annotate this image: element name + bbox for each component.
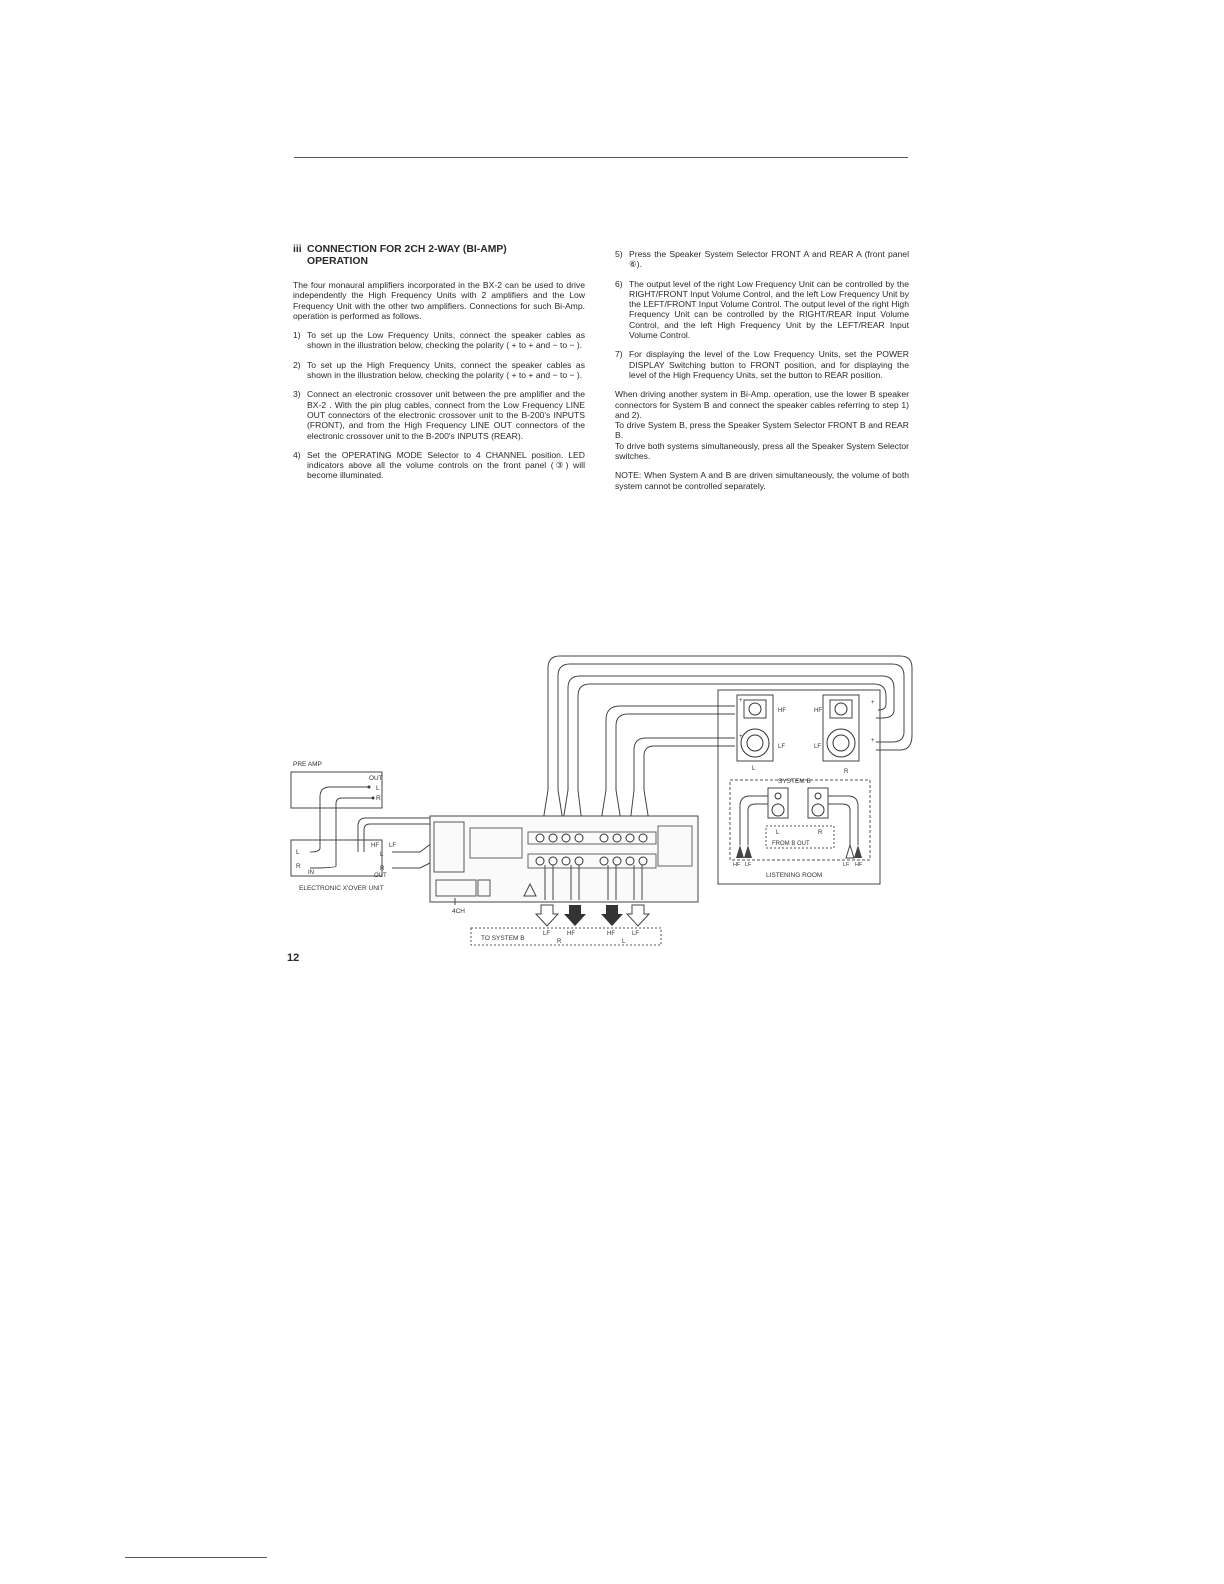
terminal-a-1 bbox=[536, 834, 544, 842]
terminal-b-5 bbox=[600, 857, 608, 865]
step-number: 5) bbox=[615, 249, 623, 259]
label-to-system-b: TO SYSTEM B bbox=[481, 935, 525, 942]
note-paragraph: NOTE: When System A and B are driven simultaneously, the volume of both system cannot be controlled separately. bbox=[615, 470, 909, 491]
terminal-b-7 bbox=[626, 857, 634, 865]
terminal-a-5 bbox=[600, 834, 608, 842]
step-text: Connect an electronic crossover unit between the pre amplifier and the BX-2 . With the pin plug cables, connect from the Low Frequency LINE OUT connectors of the electronic crossover unit to the B-200's INPUTS (FRONT), and from the High Frequency LINE OUT connectors of the electronic crossover unit to the B-200's INPUTS (REAR). bbox=[307, 389, 585, 441]
label-arrow-r: R bbox=[557, 939, 562, 945]
step-number: 7) bbox=[615, 349, 623, 360]
label-plus-1: + bbox=[739, 698, 743, 704]
label-pre-amp-r: R bbox=[376, 795, 381, 802]
arrow-to-b-hf-l bbox=[601, 905, 623, 926]
step-text: The output level of the right Low Frequency Unit can be controlled by the RIGHT/FRONT Input Volume Control, and the left Low Frequency Unit by the LEFT/FRONT Input Volume Control. The output level of the right High Frequency Unit can be controlled by the RIGHT/REAR Input Volume Control, and the left High Frequency Unit by the LEFT/REAR Input Volume Control. bbox=[629, 278, 909, 341]
step-number: 3) bbox=[293, 389, 301, 400]
label-arrow-hf-1: HF bbox=[567, 931, 575, 937]
label-b-r: R bbox=[818, 830, 823, 836]
terminal-a-6 bbox=[613, 834, 621, 842]
label-speaker-r: R bbox=[844, 769, 849, 775]
label-from-b-out: FROM B OUT bbox=[772, 841, 810, 847]
arrow-b-lf-left bbox=[744, 845, 752, 858]
label-listening-room: LISTENING ROOM bbox=[766, 872, 823, 879]
label-b-lf-left: LF bbox=[745, 862, 752, 868]
terminal-a-7 bbox=[626, 834, 634, 842]
section-title-line2: OPERATION bbox=[307, 256, 368, 267]
step-text: For displaying the level of the Low Frequency Units, set the POWER DISPLAY Switching button to FRONT position, and for displaying the level of the High Frequency Units, set the button to REAR position. bbox=[629, 349, 909, 380]
system-b-cable-left bbox=[740, 796, 768, 845]
system-b-paragraph-2: To drive System B, press the Speaker System Selector FRONT B and REAR B. bbox=[615, 420, 909, 441]
label-lf-right: LF bbox=[814, 744, 822, 750]
arrow-b-hf-left bbox=[736, 845, 744, 858]
terminal-a-4 bbox=[575, 834, 583, 842]
label-pre-amp-out: OUT bbox=[369, 775, 383, 782]
label-system-b: SYSTEM B bbox=[778, 778, 811, 785]
label-b-l: L bbox=[776, 830, 780, 836]
step-text: To set up the Low Frequency Units, connect the speaker cables as shown in the illustration below, checking the polarity ( + to + and − to − ). bbox=[307, 330, 585, 351]
terminal-a-8 bbox=[639, 834, 647, 842]
step-text: Set the OPERATING MODE Selector to 4 CHANNEL position. LED indicators above all the volume controls on the front panel (③) will become illuminated. bbox=[307, 449, 585, 481]
label-hf-left: HF bbox=[778, 708, 786, 714]
step-number: 2) bbox=[293, 359, 301, 370]
arrow-to-b-lf-r bbox=[536, 905, 558, 926]
step-number: 6) bbox=[615, 278, 623, 289]
step-number: 1) bbox=[293, 330, 301, 341]
terminal-b-1 bbox=[536, 857, 544, 865]
terminal-b-4 bbox=[575, 857, 583, 865]
terminal-b-8 bbox=[639, 857, 647, 865]
label-xover-unit: ELECTRONIC X'OVER UNIT bbox=[299, 885, 384, 892]
label-plus-2: + bbox=[739, 734, 743, 740]
xover-to-amp-1 bbox=[358, 818, 436, 852]
label-xover-l: L bbox=[296, 849, 300, 856]
label-xover-out: OUT bbox=[374, 873, 387, 879]
label-arrow-lf-2: LF bbox=[632, 931, 640, 937]
label-arrow-hf-2: HF bbox=[607, 931, 615, 937]
arrow-b-hf-right bbox=[854, 845, 862, 858]
label-b-hf-left: HF bbox=[733, 862, 741, 868]
label-hf-right: HF bbox=[814, 708, 822, 714]
label-speaker-l: L bbox=[752, 766, 756, 772]
system-b-paragraph-3: To drive both systems simultaneously, press all the Speaker System Selector switches. bbox=[615, 440, 909, 462]
label-xover-lf: LF bbox=[389, 843, 397, 849]
cable-5 bbox=[606, 706, 735, 790]
page-number: 12 bbox=[287, 952, 300, 964]
xover-to-amp-3 bbox=[392, 840, 436, 852]
label-pre-amp: PRE AMP bbox=[293, 761, 322, 768]
label-b-lf-right: LF bbox=[843, 862, 850, 868]
step-text: Press the Speaker System Selector FRONT A and REAR A (front panel ⑥). bbox=[629, 249, 909, 270]
label-pre-amp-l: L bbox=[376, 785, 380, 792]
arrow-to-b-hf-r bbox=[564, 905, 586, 926]
system-b-paragraph-1: When driving another system in Bi-Amp. operation, use the lower B speaker connectors for System B and connect the speaker cables referring to step 1) and 2). bbox=[615, 389, 909, 420]
label-4ch: 4CH bbox=[452, 908, 466, 915]
label-plus-4: + bbox=[871, 738, 875, 744]
label-plus-3: + bbox=[871, 700, 875, 706]
terminal-a-3 bbox=[562, 834, 570, 842]
arrow-to-b-lf-l bbox=[627, 905, 649, 926]
intro-paragraph: The four monaural amplifiers incorporated in the BX-2 can be used to drive independently the High Frequency Units with 2 amplifiers and the Low Frequency Unit with the other two amplifiers. Connections for such Bi-Amp. operation is performed as follows. bbox=[293, 280, 585, 321]
label-arrow-l: L bbox=[622, 939, 626, 945]
terminal-a-2 bbox=[549, 834, 557, 842]
cable-8 bbox=[644, 746, 735, 790]
xover-to-amp-4 bbox=[392, 860, 436, 868]
step-text: To set up the High Frequency Units, connect the speaker cables as shown in the illustration below, checking the polarity ( + to + and − to − ). bbox=[307, 359, 585, 381]
label-xover-r: R bbox=[296, 863, 301, 870]
section-number: iii bbox=[293, 244, 302, 255]
step-number: 4) bbox=[293, 449, 301, 460]
terminal-b-6 bbox=[613, 857, 621, 865]
terminal-b-2 bbox=[549, 857, 557, 865]
label-b-hf-right: HF bbox=[855, 862, 863, 868]
label-xover-hf: HF bbox=[371, 843, 379, 849]
section-title: CONNECTION FOR 2CH 2-WAY (BI-AMP) bbox=[307, 244, 507, 255]
label-xover-out-l: L bbox=[380, 852, 384, 858]
label-lf-left: LF bbox=[778, 744, 786, 750]
terminal-b-3 bbox=[562, 857, 570, 865]
system-b-cable-right bbox=[828, 796, 858, 845]
arrow-b-lf-right bbox=[846, 845, 854, 858]
label-xover-in: IN bbox=[308, 870, 314, 876]
footer-line bbox=[125, 1557, 267, 1558]
label-xover-out-r: R bbox=[380, 866, 385, 872]
label-arrow-lf-1: LF bbox=[543, 931, 551, 937]
